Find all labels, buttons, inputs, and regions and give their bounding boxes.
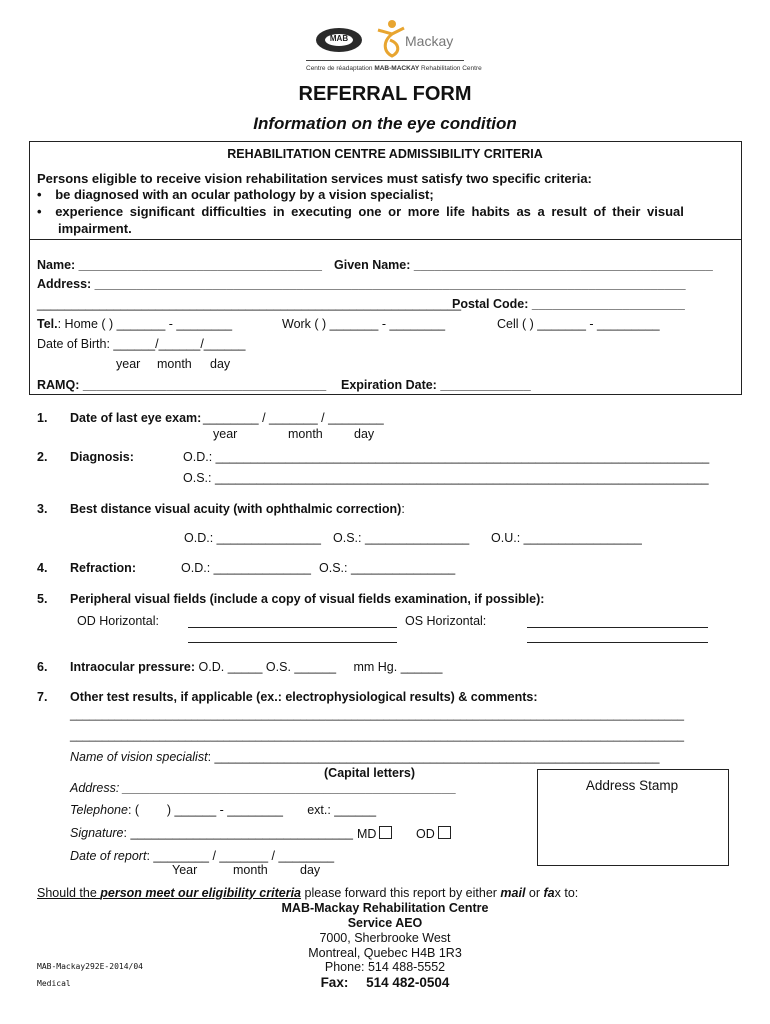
instr-mail: mail bbox=[500, 886, 526, 900]
postal-code-field[interactable]: Postal Code: ______________________ bbox=[452, 297, 685, 311]
fax-label: Fax: bbox=[320, 975, 349, 990]
tel-home-field[interactable] bbox=[37, 317, 232, 331]
od-label: OD bbox=[416, 827, 435, 841]
other-results-line-2[interactable]: ________________________________________________________________________________________________ bbox=[70, 730, 684, 742]
specialist-address-field[interactable]: Address: ________________________________________________ bbox=[70, 781, 457, 795]
item-number-6: 6. bbox=[37, 660, 48, 674]
ramq-field[interactable]: RAMQ: ___________________________________ bbox=[37, 378, 327, 392]
os-horizontal-line-2[interactable] bbox=[527, 642, 708, 643]
tagline-bold: MAB-MACKAY bbox=[374, 65, 420, 72]
logo-tagline bbox=[306, 65, 482, 72]
tel-cell-field[interactable]: Cell ( ) _______ - _________ bbox=[497, 317, 660, 331]
street-address: 7000, Sherbrooke West bbox=[319, 931, 451, 945]
mackay-logo-icon bbox=[372, 18, 408, 58]
od-checkbox[interactable] bbox=[416, 826, 451, 841]
acuity-os-field[interactable]: O.S.: _______________ bbox=[333, 531, 470, 545]
dob-month-label: month bbox=[157, 357, 192, 371]
instr-please: please forward this report by either bbox=[301, 886, 501, 900]
address-line-2[interactable]: _____________________________________________________________ bbox=[37, 297, 462, 311]
mab-logo bbox=[316, 28, 362, 52]
criteria-bullet-2 bbox=[37, 204, 684, 219]
dob-field[interactable]: Date of Birth: ______/______/______ bbox=[37, 337, 246, 351]
telephone-line: : ( ) ______ - ________ ext.: ______ bbox=[127, 803, 377, 817]
item-number-4: 4. bbox=[37, 561, 48, 575]
criteria-heading: REHABILITATION CENTRE ADMISSIBILITY CRITERIA bbox=[227, 147, 543, 161]
given-name-field[interactable]: Given Name: ___________________________________________ bbox=[334, 258, 713, 272]
form-code: MAB-Mackay292E-2014/04 bbox=[37, 962, 143, 971]
refraction-os-field[interactable]: O.S.: _______________ bbox=[319, 561, 456, 575]
od-horizontal-line-2[interactable] bbox=[188, 642, 397, 643]
specialist-name-label: Name of vision specialist bbox=[70, 750, 208, 764]
exam-day-label: day bbox=[354, 427, 375, 441]
os-horizontal-label: OS Horizontal: bbox=[405, 614, 487, 628]
capital-letters-note: (Capital letters) bbox=[324, 766, 415, 780]
report-day-label: day bbox=[300, 863, 321, 877]
mackay-logo-text: Mackay bbox=[405, 33, 454, 49]
acuity-od-field[interactable]: O.D.: _______________ bbox=[184, 531, 321, 545]
item-number-5: 5. bbox=[37, 592, 48, 606]
instr-to: to: bbox=[560, 886, 579, 900]
address-stamp-label: Address Stamp bbox=[585, 778, 679, 793]
other-results-line-1[interactable]: ________________________________________________________________________________________________ bbox=[70, 709, 684, 721]
exam-date-label: Date of last eye exam: bbox=[70, 411, 202, 425]
specialist-name-line: : ________________________________________________________________ bbox=[207, 750, 660, 764]
dob-year-label: year bbox=[116, 357, 141, 371]
instr-or: or bbox=[525, 886, 544, 900]
org-name: MAB-Mackay Rehabilitation Centre bbox=[281, 901, 489, 915]
name-field[interactable]: Name: ___________________________________ bbox=[37, 258, 322, 272]
criteria-bullet-1 bbox=[37, 187, 434, 202]
iop-label: Intraocular pressure: bbox=[70, 660, 196, 674]
exam-month-label: month bbox=[288, 427, 323, 441]
other-results-label: Other test results, if applicable (ex.: electrophysiological results) & comments: bbox=[70, 690, 538, 704]
acuity-ou-field[interactable]: O.U.: _________________ bbox=[491, 531, 642, 545]
bullet-icon: • bbox=[37, 187, 42, 202]
form-title: REFERRAL FORM bbox=[298, 83, 472, 105]
item-number-7: 7. bbox=[37, 690, 48, 704]
telephone-label: Telephone bbox=[70, 803, 128, 817]
diagnosis-label: Diagnosis: bbox=[70, 450, 134, 464]
report-year-label: Year bbox=[172, 863, 198, 877]
form-category: Medical bbox=[37, 979, 71, 988]
specialist-telephone-field[interactable] bbox=[70, 803, 376, 817]
instr-fa: fa bbox=[543, 886, 555, 900]
od-horizontal-line-1[interactable] bbox=[188, 627, 397, 628]
md-checkbox-box[interactable] bbox=[379, 826, 392, 839]
report-date-line: : ________ / _______ / ________ bbox=[146, 849, 335, 863]
signature-line: : ________________________________ bbox=[123, 826, 353, 840]
signature-label: Signature bbox=[70, 826, 124, 840]
tel-work-field[interactable]: Work ( ) _______ - ________ bbox=[282, 317, 446, 331]
instr-x: x bbox=[554, 886, 561, 900]
exam-year-label: year bbox=[213, 427, 238, 441]
address-field[interactable]: Address: _____________________________________________________________________________________ bbox=[37, 277, 686, 291]
item-number-2: 2. bbox=[37, 450, 48, 464]
od-horizontal-label: OD Horizontal: bbox=[77, 614, 159, 628]
item-number-1: 1. bbox=[37, 411, 48, 425]
instr-criteria: person meet our eligibility criteria bbox=[100, 886, 302, 900]
mab-logo-text: MAB bbox=[329, 34, 349, 43]
exam-date-field[interactable]: ________ / _______ / ________ bbox=[203, 411, 384, 425]
report-month-label: month bbox=[233, 863, 268, 877]
fax-number bbox=[0, 975, 770, 990]
specialist-name-field[interactable] bbox=[70, 750, 659, 764]
bullet-icon: • bbox=[37, 204, 42, 219]
service-name: Service AEO bbox=[347, 916, 423, 930]
city-address: Montreal, Quebec H4B 1R3 bbox=[308, 946, 462, 960]
bullet-1-text: be diagnosed with an ocular pathology by a vision specialist; bbox=[55, 187, 434, 202]
tagline-left: Centre de réadaptation bbox=[306, 65, 373, 72]
phone-number: Phone: 514 488-5552 bbox=[324, 960, 446, 974]
refraction-label: Refraction: bbox=[70, 561, 136, 575]
bullet-2-text: experience significant difficulties in executing one or more life habits as a result of their visual bbox=[55, 204, 684, 219]
visual-fields-label: Peripheral visual fields (include a copy of visual fields examination, if possible): bbox=[70, 592, 545, 606]
forward-instructions bbox=[37, 886, 578, 900]
acuity-label-text: Best distance visual acuity (with ophthalmic correction) bbox=[70, 502, 402, 516]
acuity-label bbox=[70, 502, 405, 516]
os-horizontal-line-1[interactable] bbox=[527, 627, 708, 628]
instr-should-the: Should the bbox=[37, 886, 101, 900]
item-number-3: 3. bbox=[37, 502, 48, 516]
od-checkbox-box[interactable] bbox=[438, 826, 451, 839]
refraction-od-field[interactable]: O.D.: ______________ bbox=[181, 561, 311, 575]
report-date-field[interactable] bbox=[70, 849, 334, 863]
acuity-colon: : bbox=[401, 502, 405, 516]
logo-divider bbox=[306, 60, 464, 61]
tel-label: Tel. bbox=[37, 317, 58, 331]
fax-value: 514 482-0504 bbox=[366, 975, 450, 990]
criteria-intro: Persons eligible to receive vision rehabilitation services must satisfy two specific criteria: bbox=[37, 171, 592, 186]
iop-field[interactable] bbox=[70, 660, 442, 674]
report-date-label: Date of report bbox=[70, 849, 147, 863]
form-subtitle: Information on the eye condition bbox=[253, 114, 517, 133]
dob-day-label: day bbox=[210, 357, 231, 371]
diagnosis-od-field[interactable]: O.D.: _______________________________________________________________________ bbox=[183, 450, 710, 464]
tagline-right: Rehabilitation Centre bbox=[421, 65, 482, 72]
signature-field[interactable] bbox=[70, 826, 353, 840]
md-checkbox[interactable] bbox=[357, 826, 392, 841]
tel-home-line: : Home ( ) _______ - ________ bbox=[57, 317, 233, 331]
md-label: MD bbox=[357, 827, 377, 841]
iop-value: O.D. _____ O.S. ______ mm Hg. ______ bbox=[195, 660, 443, 674]
criteria-bullet-2-cont: impairment. bbox=[58, 221, 132, 236]
expiration-field[interactable]: Expiration Date: _____________ bbox=[341, 378, 531, 392]
diagnosis-os-field[interactable]: O.S.: _______________________________________________________________________ bbox=[183, 471, 709, 485]
